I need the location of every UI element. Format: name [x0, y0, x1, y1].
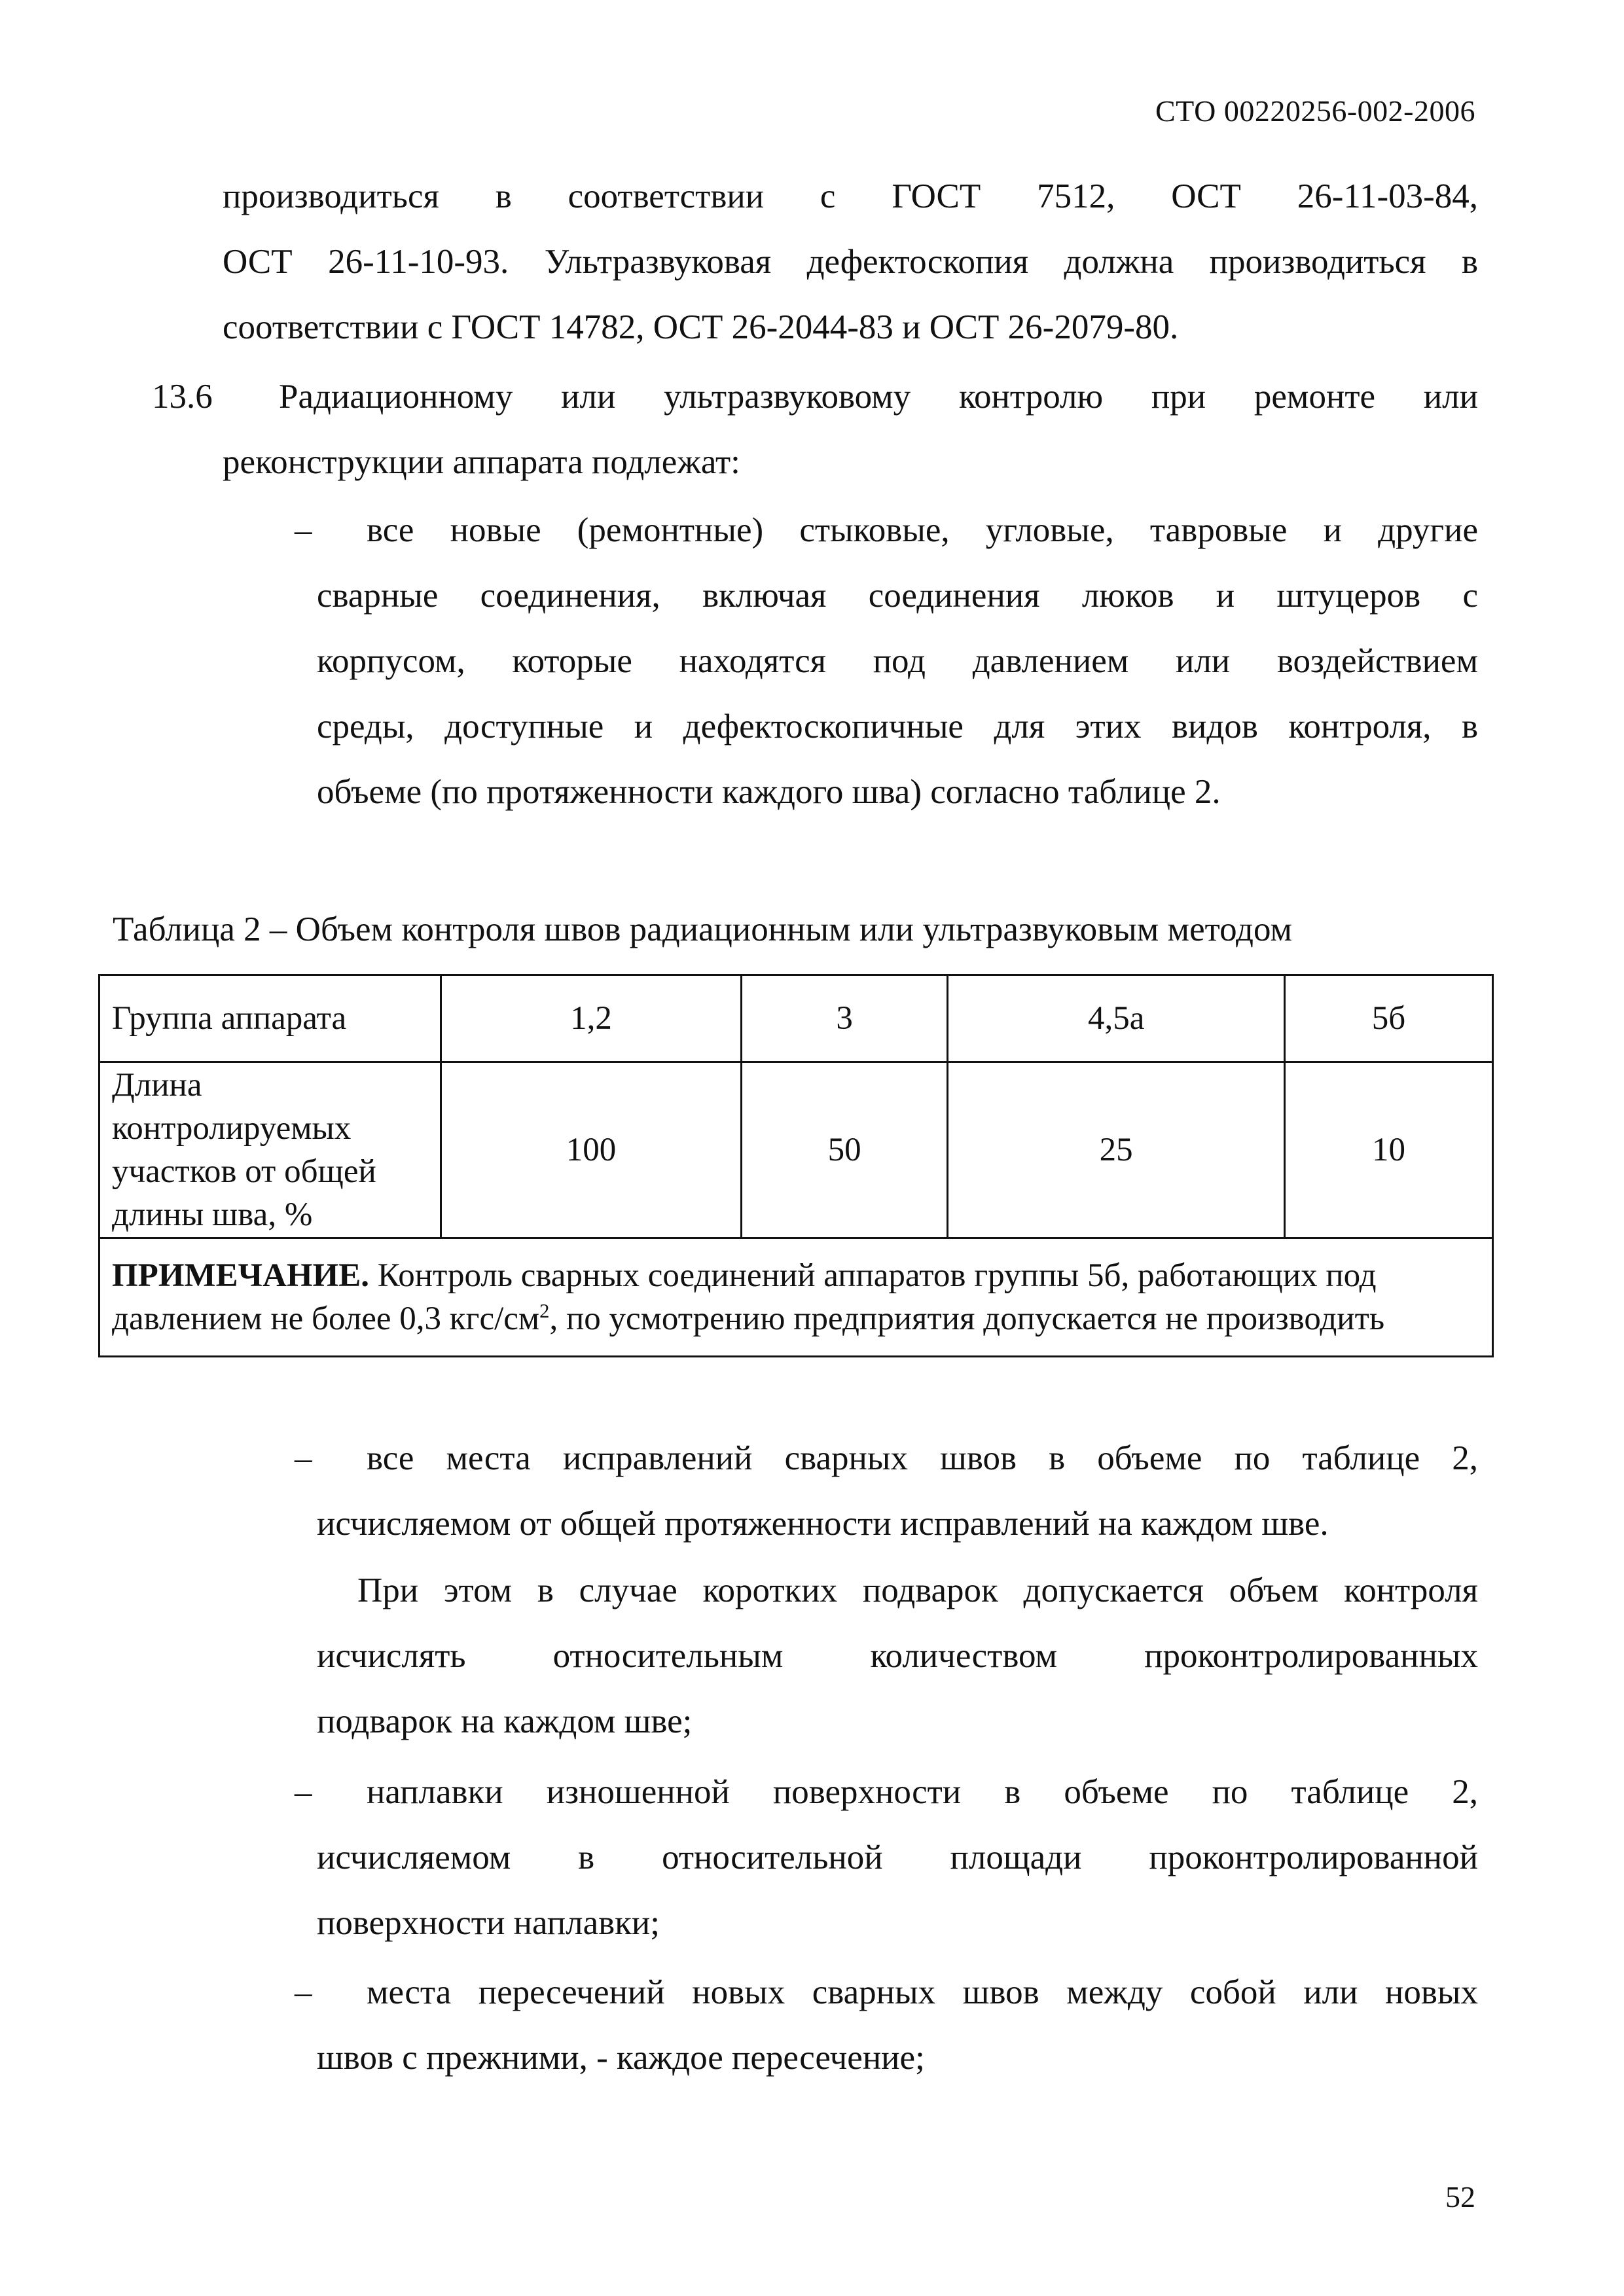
text-line: сварные соединения, включая соединения люков и штуцеров с: [317, 577, 1478, 615]
text-line: корпусом, которые находятся под давлением или воздействием: [317, 642, 1478, 680]
bullet-dash: –: [295, 1773, 312, 1811]
row-label-line: Длина: [112, 1067, 202, 1103]
value-cell: 10: [1285, 1062, 1493, 1238]
value-cell: 25: [948, 1062, 1285, 1238]
note-text: , по усмотрению предприятия допускается не производить: [549, 1300, 1385, 1337]
text-line: среды, доступные и дефектоскопичные для этих видов контроля, в: [317, 708, 1478, 745]
text-line: ОСТ 26-11-10-93. Ультразвуковая дефектоскопия должна производиться в: [223, 243, 1478, 281]
bullet-repair-spots: [317, 1426, 1478, 1556]
text-line: исчислять относительным количеством проконтролированных: [317, 1637, 1478, 1675]
group-cell: 1,2: [441, 975, 742, 1062]
note-title: ПРИМЕЧАНИЕ.: [112, 1257, 370, 1294]
table-row: [99, 1062, 1493, 1238]
text-line: производиться в соответствии с ГОСТ 7512, ОСТ 26-11-03-84,: [223, 177, 1478, 215]
header-label: Группа аппарата: [99, 975, 441, 1062]
row-label: [99, 1062, 441, 1238]
text-line: все места исправлений сварных швов в объеме по таблице 2,: [367, 1439, 1478, 1477]
value-cell: 100: [441, 1062, 742, 1238]
bullet-dash: –: [295, 1973, 312, 2011]
note-text: Контроль сварных соединений аппаратов группы 5б, работающих под: [377, 1257, 1377, 1294]
table-note: [99, 1238, 1493, 1357]
page-number: 52: [1445, 2180, 1475, 2214]
note-line: [112, 1297, 1480, 1340]
row-label-line: участков от общей: [112, 1153, 376, 1190]
text-line: поверхности наплавки;: [317, 1904, 660, 1942]
value-cell: 50: [741, 1062, 947, 1238]
bullet-new-welds: [317, 497, 1478, 825]
note-superscript: 2: [539, 1300, 550, 1322]
row-label-line: длины шва, %: [112, 1196, 313, 1233]
text-line: места пересечений новых сварных швов между собой или новых: [367, 1973, 1478, 2011]
inspection-volume-table: [98, 974, 1494, 1357]
bullet-surfacing: [317, 1759, 1478, 1956]
text-line: При этом в случае коротких подварок допускается объем контроля: [357, 1571, 1478, 1609]
text-line: швов с прежними, - каждое пересечение;: [317, 2039, 925, 2077]
paragraph-short-repairs: [317, 1558, 1478, 1754]
group-cell: 4,5а: [948, 975, 1285, 1062]
bullet-dash: –: [295, 1439, 312, 1477]
row-label-line: контролируемых: [112, 1110, 352, 1147]
text-line: объеме (по протяженности каждого шва) согласно таблице 2.: [317, 773, 1221, 811]
text-line: наплавки изношенной поверхности в объеме по таблице 2,: [367, 1773, 1478, 1811]
paragraph-references: [223, 164, 1478, 360]
text-line: подварок на каждом шве;: [317, 1702, 693, 1740]
text-line: соответствии с ГОСТ 14782, ОСТ 26-2044-83 и ОСТ 26-2079-80.: [223, 308, 1179, 346]
document-code: СТО 00220256-002-2006: [1155, 94, 1475, 128]
group-cell: 3: [741, 975, 947, 1062]
group-cell: 5б: [1285, 975, 1493, 1062]
bullet-intersections: [317, 1960, 1478, 2090]
text-line: исчисляемом от общей протяженности исправлений на каждом шве.: [317, 1505, 1329, 1543]
table-caption: Таблица 2 – Объем контроля швов радиационным или ультразвуковым методом: [113, 910, 1293, 948]
table-note-row: [99, 1238, 1493, 1357]
text-line: Радиационному или ультразвуковому контролю при ремонте или: [279, 378, 1478, 416]
text-line: исчисляемом в относительной площади проконтролированной: [317, 1839, 1478, 1876]
table-row: [99, 975, 1493, 1062]
section-number: 13.6: [152, 378, 213, 416]
note-text: давлением не более 0,3 кгс/см: [112, 1300, 540, 1337]
section-paragraph: [223, 364, 1478, 495]
note-line: [112, 1254, 1480, 1297]
text-line: все новые (ремонтные) стыковые, угловые, тавровые и другие: [367, 511, 1478, 549]
text-line: реконструкции аппарата подлежат:: [223, 443, 740, 481]
bullet-dash: –: [295, 511, 312, 549]
